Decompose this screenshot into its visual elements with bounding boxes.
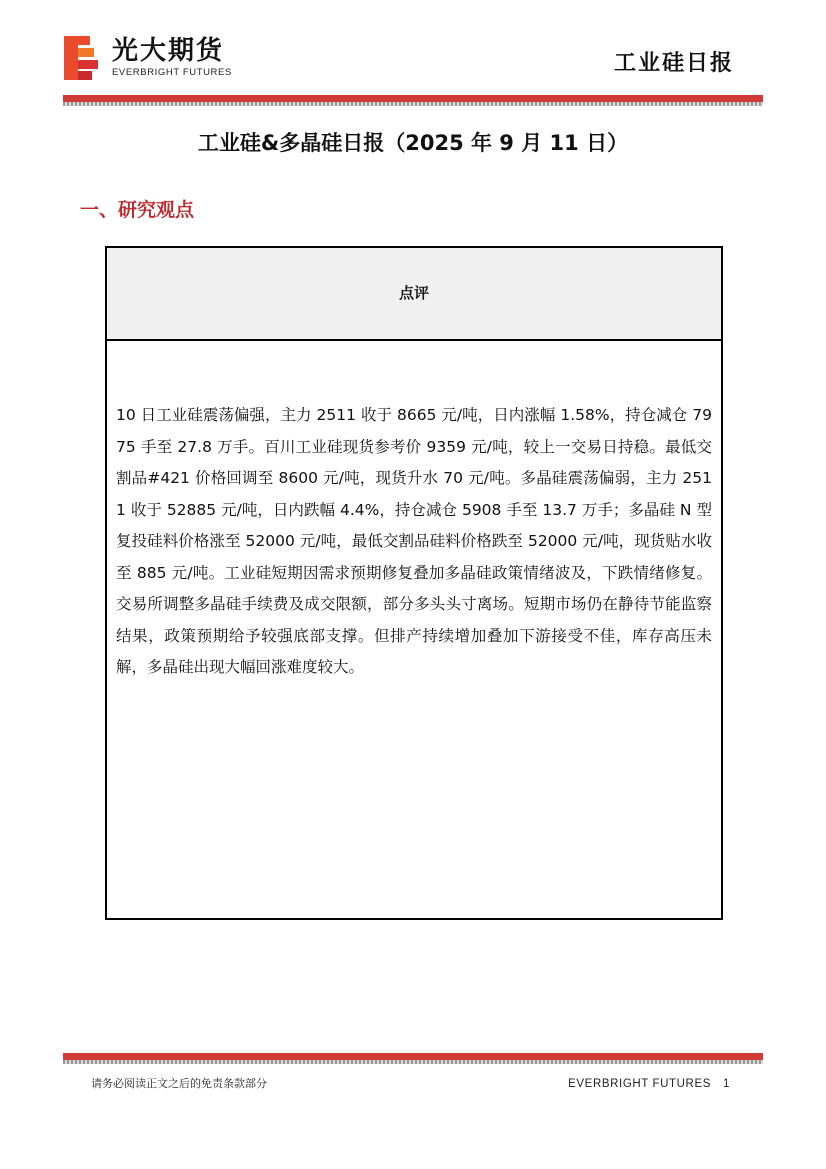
footer-brand-en: EVERBRIGHT FUTURES <box>568 1078 711 1090</box>
document-title: 工业硅&多晶硅日报（2025 年 9 月 11 日） <box>197 131 629 155</box>
commentary-header: 点评 <box>107 248 721 341</box>
report-name: 工业硅日报 <box>613 51 734 76</box>
commentary-box <box>105 246 723 920</box>
footer-rule-grey <box>63 1060 763 1064</box>
header-rule-grey <box>63 102 763 106</box>
brand-name-en: EVERBRIGHT FUTURES <box>112 67 232 78</box>
header-rule-red <box>63 95 763 102</box>
brand-name-cn: 光大期货 <box>112 36 225 66</box>
everbright-logo-icon <box>64 36 100 80</box>
footer-brand <box>568 1076 730 1092</box>
footer-rule-red <box>63 1053 763 1060</box>
section-heading: 一、研究观点 <box>80 199 195 221</box>
commentary-body: 10 日工业硅震荡偏强，主力 2511 收于 8665 元/吨，日内涨幅 1.58%，持仓减仓 7975 手至 27.8 万手。百川工业硅现货参考价 9359 元/吨，较上一交易日持稳。最低交割品#421 价格回调至 8600 元/吨，现货升水 70 元/吨。多晶硅震荡偏弱，主力 2511 收于 52885 元/吨，日内跌幅 4.4%，持仓减仓 5908 手至 13.7 万手；多晶硅 N 型复投硅料价格涨至 52000 元/吨，最低交割品硅料价格跌至 52000 元/吨，现货贴水收至 885 元/吨。工业硅短期因需求预期修复叠加多晶硅政策情绪波及，下跌情绪修复。交易所调整多晶硅手续费及成交限额，部分多头头寸离场。短期市场仍在静待节能监察结果，政策预期给予较强底部支撑。但排产持续增加叠加下游接受不佳，库存高压未解，多晶硅出现大幅回涨难度较大。 <box>116 406 712 676</box>
page-number: 1 <box>723 1078 730 1090</box>
footer-disclaimer: 请务必阅读正文之后的免责条款部分 <box>91 1077 267 1090</box>
